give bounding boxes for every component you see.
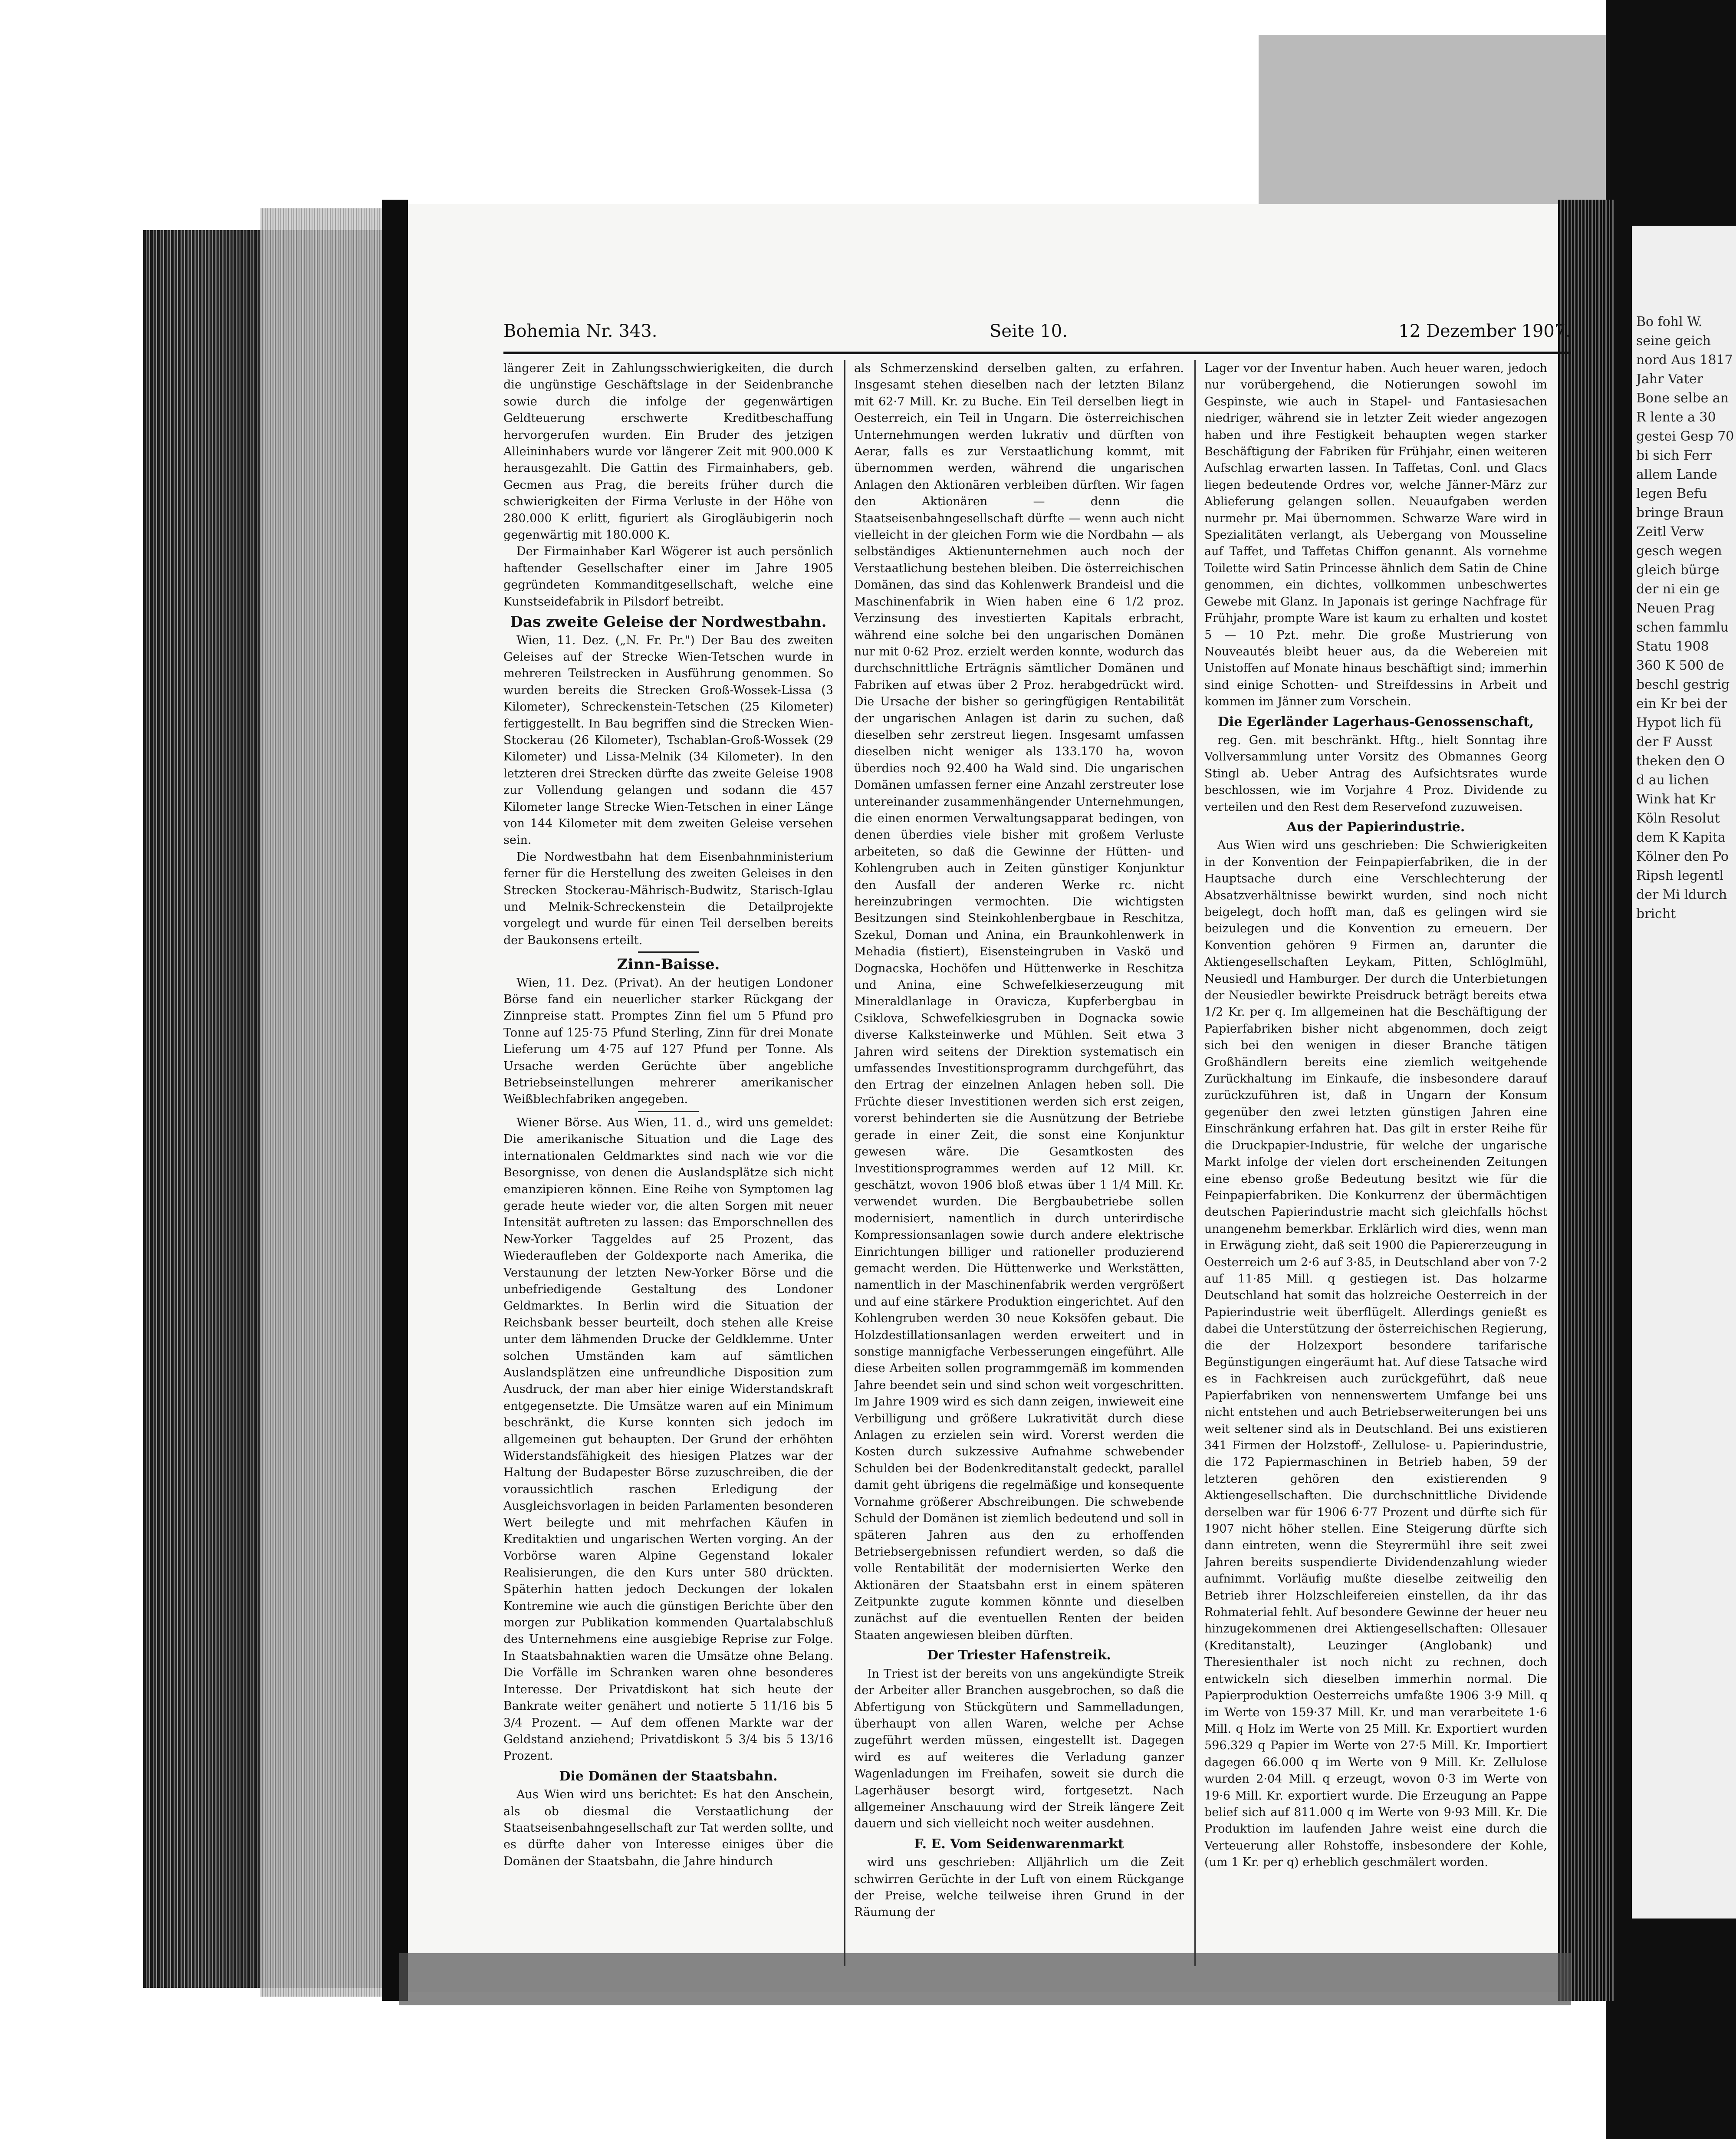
header-rule — [503, 352, 1571, 354]
article-text: Der Firmainhaber Karl Wögerer ist auch persönlich haftender Gesellschafter einer im Jahre 1905 gegründeten Kommanditgesellschaft, welche eine Kunstseidefabrik in Pilsdorf betreibt. — [503, 545, 833, 609]
article-text: In Triest ist der bereits von uns angekündigte Streik der Arbeiter aller Branchen ausgebrochen, so daß die Abfertigung von Stückgütern und Sammelladungen, überhaupt von allen Waren, welche per Achse zugeführt werden müssen, eingestellt ist. Dagegen wird es auf weiteres die Verladung ganzer Wagenladungen im Freihafen, soweit sie durch die Lagerhäuser besorgt wird, fortgesetzt. Nach allgemeiner Anschauung wird der Streik längere Zeit dauern und sich vielleicht noch weiter ausdehnen. — [854, 1667, 1184, 1831]
article-text: längerer Zeit in Zahlungsschwierigkeiten, die durch die ungünstige Geschäftslage in der Seidenbranche sowie durch die infolge der gegenwärtigen Geldteuerung erschwerte Kreditbeschaffung hervorgerufen wurden. Ein Bruder des jetzigen Alleininhabers wurde vor längerer Zeit mit 900.000 K herausgezahlt. Die Gattin des Firmainhabers, geb. Gecmen aus Prag, die bereits früher durch die schwierigkeiten der Firma Verluste in der Höhe von 280.000 K erlitt, figuriert als Girogläubigerin noch gegenwärtig mit 180.000 K. — [503, 362, 833, 542]
page-header — [503, 321, 1571, 352]
article-text: Aus Wien wird uns geschrieben: Die Schwierigkeiten in der Konvention der Feinpapierfabriken, die in der Hauptsache durch eine Verschlechterung der Absatzverhältnisse bewirkt wurden, sind noch nicht beigelegt, doch hofft man, daß es gelingen wird sie beizulegen und die Konvention zu erneuern. Der Konvention gehören 9 Firmen an, darunter die Aktiengesellschaften Leykam, Pitten, Schlöglmühl, Neusiedl und Hamburger. Der durch die Unterbietungen der Neusiedler bewirkte Preisdruck beträgt bereits etwa 1/2 Kr. per q. Im allgemeinen hat die Beschäftigung der Papierfabriken bisher nicht abgenommen, doch zeigt sich bei den wenigen in dieser Branche tätigen Großhändlern bereits eine ziemlich weitgehende Zurückhaltung im Einkaufe, die insbesondere darauf zurückzuführen ist, daß in Ungarn der Konsum gegenüber den zwei letzten günstigen Jahren eine Einschränkung erfahren hat. Das gilt in erster Reihe für die Druckpapier-Industrie, für welche der ungarische Markt infolge der vielen dort erscheinenden Zeitungen eine ebenso große Bedeutung besitzt wie für die Feinpapierfabriken. Die Konkurrenz der übermächtigen deutschen Papierindustrie macht sich gleichfalls höchst unangenehm bemerkbar. Erklärlich wird dies, wenn man in Erwägung zieht, daß seit 1900 die Papiererzeugung in Oesterreich um 2·6 auf 3·85, in Deutschland aber von 7·2 auf 11·85 Mill. q gestiegen ist. Das holzarme Deutschland hat somit das holzreiche Oesterreich in der Papierindustrie weit überflügelt. Allerdings genießt es dabei die Unterstützung der österreichischen Regierung, die der Holzexport besondere tarifarische Begünstigungen eingeräumt hat. Auf diese Tatsache wird es in Fachkreisen auch zurückgeführt, daß neue Papierfabriken von nennenswertem Umfange bei uns nicht entstehen und auch Betriebserweiterungen bei uns weit seltener sind als in Deutschland. Bei uns existieren 341 Firmen der Holzstoff-, Zellulose- u. Papierindustrie, die 172 Papiermaschinen in Betrieb haben, 59 der letzteren gehören den existierenden 9 Aktiengesellschaften. Die durchschnittliche Dividende derselben war für 1906 6·77 Prozent und dürfte sich für 1907 nicht höher stellen. Eine Steigerung dürfte sich dann eintreten, wenn die Steyrermühl ihre seit zwei Jahren bereits suspendierte Dividendenzahlung wieder aufnimmt. Vorläufig mußte dieselbe zeitweilig den Betrieb ihrer Holzschleifereien einstellen, da ihr das Rohmaterial fehlt. Auf besondere Gewinne der heuer neu hinzugekommenen drei Aktiengesellschaften: Ollesauer (Kreditanstalt), Leuzinger (Anglobank) und Theresienthaler ist noch nicht zu rechnen, doch entwickeln sich dieselben immerhin normal. Die Papierproduktion Oesterreichs umfaßte 1906 3·9 Mill. q im Werte von 159·37 Mill. Kr. und man verarbeitete 1·6 Mill. q Holz im Werte von 25 Mill. Kr. Exportiert wurden 596.329 q Papier im Werte von 27·5 Mill. Kr. Importiert dagegen 66.000 q im Werte von 9 Mill. Kr. Zellulose wurden 2·04 Mill. q erzeugt, wovon 0·3 im Werte von 19·6 Mill. Kr. exportiert wurde. Die Erzeugung an Pappe belief sich auf 811.000 q im Werte von 9·93 Mill. Kr. Die Produktion im laufenden Jahre weist eine durch die Verteuerung aller Rohstoffe, insbesondere der Kohle, (um 1 Kr. per q) erheblich geschmälert worden. — [1204, 839, 1547, 1869]
separator — [638, 1111, 699, 1112]
article-heading: Der Triester Hafenstreik. — [927, 1648, 1111, 1663]
header-date: 12 Dezember 1907. — [1398, 321, 1571, 341]
column-divider — [844, 360, 845, 1966]
article-text: wird uns geschrieben: Alljährlich um die Zeit schwirren Gerüchte in der Luft von einem Rückgange der Preise, welche teilweise ihren Grund in der Räumung der — [854, 1856, 1184, 1919]
article-heading: Die Egerländer Lagerhaus-Genossenschaft, — [1217, 714, 1534, 730]
article-heading: Zinn-Baisse. — [617, 956, 720, 974]
article-heading: Das zweite Geleise der Nordwestbahn. — [510, 613, 827, 631]
header-page-number: Seite 10. — [990, 321, 1068, 341]
article-text: Lager vor der Inventur haben. Auch heuer waren, jedoch nur vorübergehend, die Notierungen sowohl im Gespinste, wie auch in Stapel- und Fantasiesachen niedriger, während sie in letzter Zeit wieder angezogen haben und ihre Festigkeit behaupten wegen starker Beschäftigung der Fabriken für Frühjahr, einen weiteren Aufschlag erwarten lassen. In Taffetas, Conl. und Glacs liegen bedeutende Ordres vor, welche Jänner-März zur Ablieferung gelangen sollen. Neuaufgaben werden nurmehr pr. Mai übernommen. Schwarze Ware wird in Spezialitäten verlangt, als Uebergang von Mousseline auf Taffet, und Taffetas Chiffon genannt. Als vornehme Toilette wird Satin Princesse ähnlich dem Satin de Chine genommen, ein dichtes, vollkommen unbeschwertes Gewebe mit Glanz. In Japonais ist geringe Nachfrage für Frühjahr, prompte Ware ist kaum zu erhalten und kostet 5 — 10 Pzt. mehr. Die große Mustrierung von Nouveautés bleibt heuer aus, da die Webereien mit Unistoffen auf Monate hinaus beschäftigt sind; immerhin sind einige Schotten- und Streifdessins in Arbeit und kommen im Jänner zum Vorschein. — [1204, 362, 1547, 709]
article-text: Aus Wien wird uns berichtet: Es hat den Anschein, als ob diesmal die Verstaatlichung der Staatseisenbahngesellschaft zur Tat werden sollte, und es dürfte daher von Interesse einiges über die Domänen der Staatsbahn, die Jahre hindurch — [503, 1788, 833, 1868]
article-text: Die Nordwestbahn hat dem Eisenbahnministerium ferner für die Herstellung des zweiten Geleises in den Strecken Stockerau-Mährisch-Budwitz, Starisch-Iglau und Melnik-Schreckenstein die Detailprojekte vorgelegt und wurde für einen Teil derselben bereits der Baukonsens erteilt. — [503, 850, 833, 947]
header-publication: Bohemia Nr. 343. — [503, 321, 658, 341]
next-page-text-fragment: Bo fohl W. seine geich nord Aus 1817 Jahr Vater Bone selbe an R lente a 30 gestei Gesp 70 bi sich Ferr allem Lande legen Befu bringe Braun Zeitl Verw gesch wegen gleich bürge der ni ein ge Neuen Prag schen fammlu Statu 1908 360 K 500 de beschl gestrig ein Kr bei der Hypot lich fü der F Ausst theken den O d au lichen Wink hat Kr Köln Resolut dem K Kapita Kölner den Po Ripsh legentl der Mi ldurch bricht — [1636, 314, 1734, 921]
book-page-edges-left-inner — [260, 208, 391, 1997]
scan-stain-top — [1259, 35, 1606, 226]
article-text: reg. Gen. mit beschränkt. Hftg., hielt Sonntag ihre Vollversammlung unter Vorsitz des Obmannes Georg Stingl ab. Ueber Antrag des Aufsichtsrates wurde beschlossen, wie im Vorjahre 4 Proz. Dividende zu verteilen und den Rest dem Reservefond zuzuweisen. — [1204, 733, 1547, 814]
article-heading: Die Domänen der Staatsbahn. — [559, 1768, 778, 1784]
column-divider — [1194, 360, 1196, 1966]
column-3 — [1204, 360, 1547, 1975]
column-1 — [503, 360, 833, 1975]
book-spine-shadow — [382, 200, 408, 2001]
article-heading: Aus der Papierindustrie. — [1286, 819, 1465, 835]
article-heading: F. E. Vom Seidenwarenmarkt — [914, 1836, 1124, 1852]
article-text: als Schmerzenskind derselben galten, zu erfahren. Insgesamt stehen dieselben nach der letzten Bilanz mit 62·7 Mill. Kr. zu Buche. Ein Teil derselben liegt in Oesterreich, ein Teil in Ungarn. Die österreichischen Unternehmungen werden lukrativ und dürften von Aerar, falls es zur Verstaatlichung kommt, mit übernommen werden, während die ungarischen Anlagen den Aktionären verbleiben dürften. Wir fagen den Aktionären — denn die Staatseisenbahngesellschaft dürfte — wenn auch nicht vielleicht in der gleichen Form wie die Nordbahn — als selbständiges Aktienunternehmen auch noch der Verstaatlichung bestehen bleiben. Die österreichischen Domänen, das sind das Kohlenwerk Brandeisl und die Maschinenfabrik in Wien haben eine 6 1/2 proz. Verzinsung des investierten Kapitals erbracht, während eine solche bei den ungarischen Domänen nur mit 0·62 Proz. erzielt werden konnte, wodurch das durchschnittliche Erträgnis sämtlicher Domänen und Fabriken auf etwas über 2 Proz. herabgedrückt wird. Die Ursache der bisher so geringfügigen Rentabilität der ungarischen Anlagen ist darin zu suchen, daß dieselben sehr zerstreut liegen. Insgesamt umfassen dieselben nicht weniger als 133.170 ha, wovon überdies noch 92.400 ha Wald sind. Die ungarischen Domänen umfassen ferner eine Anzahl zerstreuter lose untereinander zusammenhängender Unternehmungen, die einen enormen Verwaltungsapparat bedingen, von denen überdies viele bisher mit großem Verluste arbeiteten, so daß die Gewinne der Hütten- und Kohlengruben auch in Zeiten günstiger Konjunktur den Ausfall der anderen Werke rc. nicht hereinzubringen vermochten. Die wichtigsten Besitzungen sind Steinkohlenbergbaue in Reschitza, Szekul, Doman und Anina, ein Braunkohlenwerk in Mehadia (fistiert), Eisensteingruben in Vaskö und Dognacska, Hochöfen und Hüttenwerke in Reschitza und Anina, eine Schwefelkieserzeugung mit Mineraldlanlage in Oravicza, Kupferbergbau in Csiklova, Schwefelkiesgruben in Dognacka sowie diverse Kalksteinwerke und Mühlen. Seit etwa 3 Jahren wird seitens der Direktion systematisch ein umfassendes Investitionsprogramm durchgeführt, das den Ertrag der einzelnen Anlagen heben soll. Die Früchte dieser Investitionen werden sich erst zeigen, vorerst behinderten sie die Ausnützung der Betriebe gerade in einer Zeit, die sonst eine Konjunktur gewesen wäre. Die Gesamtkosten des Investitionsprogrammes werden auf 12 Mill. Kr. geschätzt, wovon 1906 bloß etwas über 1 1/4 Mill. Kr. verwendet wurden. Die Bergbaubetriebe sollen modernisiert, namentlich in durch unterirdische Kompressionsanlagen sowie durch andere elektrische Einrichtungen billiger und rationeller produzierend gemacht werden. Die Hüttenwerke und Werkstätten, namentlich in der Maschinenfabrik werden vergrößert und auf eine stärkere Produktion eingerichtet. Auf den Kohlengruben werden 30 neue Koksöfen gebaut. Die Holzdestillationsanlagen werden erweitert und in sonstige mannigfache Verbesserungen eingeführt. Alle diese Arbeiten sollen programmgemäß im kommenden Jahre beendet sein und sind schon weit vorgeschritten. Im Jahre 1909 wird es sich dann zeigen, inwieweit eine Verbilligung und größere Lukrativität durch diese Anlagen zu erzielen sein wird. Vorerst werden die Kosten durch sukzessive Aufnahme schwebender Schulden bei der Bodenkreditanstalt gedeckt, parallel damit geht übrigens die regelmäßige und konsequente Vornahme größerer Abschreibungen. Die schwebende Schuld der Domänen ist ziemlich bedeutend und soll in späteren Jahren aus den zu erhoffenden Betriebsergebnissen refundiert werden, so daß die volle Rentabilität der modernisierten Werke den Aktionären der Staatsbahn erst in einem späteren Zeitpunkte zugute kommen könnte und dieselben zunächst auf die eventuellen Renten der beiden Staaten angewiesen bleiben dürften. — [854, 362, 1184, 1642]
column-2 — [854, 360, 1184, 1975]
article-text: Wiener Börse. Aus Wien, 11. d., wird uns gemeldet: Die amerikanische Situation und die Lage des internationalen Geldmarktes sind nach wie vor die Besorgnisse, von denen die Auslandsplätze sich nicht emanzipieren können. Eine Reihe von Symptomen lag gerade heute wieder vor, die alten Sorgen mit neuer Intensität auftreten zu lassen: das Emporschnellen des New-Yorker Taggeldes auf 25 Prozent, das Wiederaufleben der Goldexporte nach Amerika, die Verstaunung der letzten New-Yorker Börse und die unbefriedigende Gestaltung des Londoner Geldmarktes. In Berlin wird die Situation der Reichsbank besser beurteilt, doch stehen alle Kreise unter dem lähmenden Drucke der Geldklemme. Unter solchen Umständen kam auf sämtlichen Auslandsplätzen eine unfreundliche Disposition zum Ausdruck, der man aber hier einige Widerstandskraft entgegensetzte. Die Umsätze waren auf ein Minimum beschränkt, die Kurse konnten sich jedoch im allgemeinen gut behaupten. Der Grund der erhöhten Widerstandsfähigkeit des hiesigen Platzes war der Haltung der Budapester Börse zuzuschreiben, die der voraussichtlich raschen Erledigung der Ausgleichsvorlagen in beiden Parlamenten besonderen Wert beilegte und mit mehrfachen Käufen in Kreditaktien und ungarischen Werten vorging. An der Vorbörse waren Alpine Gegenstand lokaler Realisierungen, die den Kurs unter 580 drückten. Späterhin hatten jedoch Deckungen der lokalen Kontremine wie auch die günstigen Berichte über den morgen zur Publikation kommenden Quartalabschluß des Unternehmens eine ausgiebige Reprise zur Folge. In Staatsbahnaktien waren die Umsätze ohne Belang. Die Vorfälle im Schranken waren ohne besonderes Interesse. Der Privatdiskont hat sich heute der Bankrate weiter genähert und notierte 5 11/16 bis 5 3/4 Prozent. — Auf dem offenen Markte war der Geldstand anziehend; Privatdiskont 5 3/4 bis 5 13/16 Prozent. — [503, 1116, 833, 1763]
separator — [638, 951, 699, 953]
article-text: Wien, 11. Dez. („N. Fr. Pr.") Der Bau des zweiten Geleises auf der Strecke Wien-Tetschen wurde in mehreren Teilstrecken in Ausführung genommen. So wurden bereits die Strecken Groß-Wossek-Lissa (3 Kilometer), Schreckenstein-Tetschen (25 Kilometer) fertiggestellt. In Bau begriffen sind die Strecken Wien-Stockerau (26 Kilometer), Tschablan-Groß-Wossek (29 Kilometer) und Lissa-Melnik (34 Kilometer). In den letzteren drei Strecken dürfte das zweite Geleise 1908 zur Vollendung gelangen und sodann die 457 Kilometer lange Strecke Wien-Tetschen in einer Länge von 144 Kilometer mit dem zweiten Geleise versehen sein. — [503, 633, 833, 847]
article-text: Wien, 11. Dez. (Privat). An der heutigen Londoner Börse fand ein neuerlicher starker Rückgang der Zinnpreise statt. Promptes Zinn fiel um 5 Pfund pro Tonne auf 125·75 Pfund Sterling, Zinn für drei Monate Lieferung um 4·75 auf 127 Pfund per Tonne. Als Ursache werden Gerüchte über angebliche Betriebseinstellungen mehrerer amerikanischer Weißblechfabriken angegeben. — [503, 976, 833, 1106]
book-gutter-right — [1558, 200, 1614, 2001]
